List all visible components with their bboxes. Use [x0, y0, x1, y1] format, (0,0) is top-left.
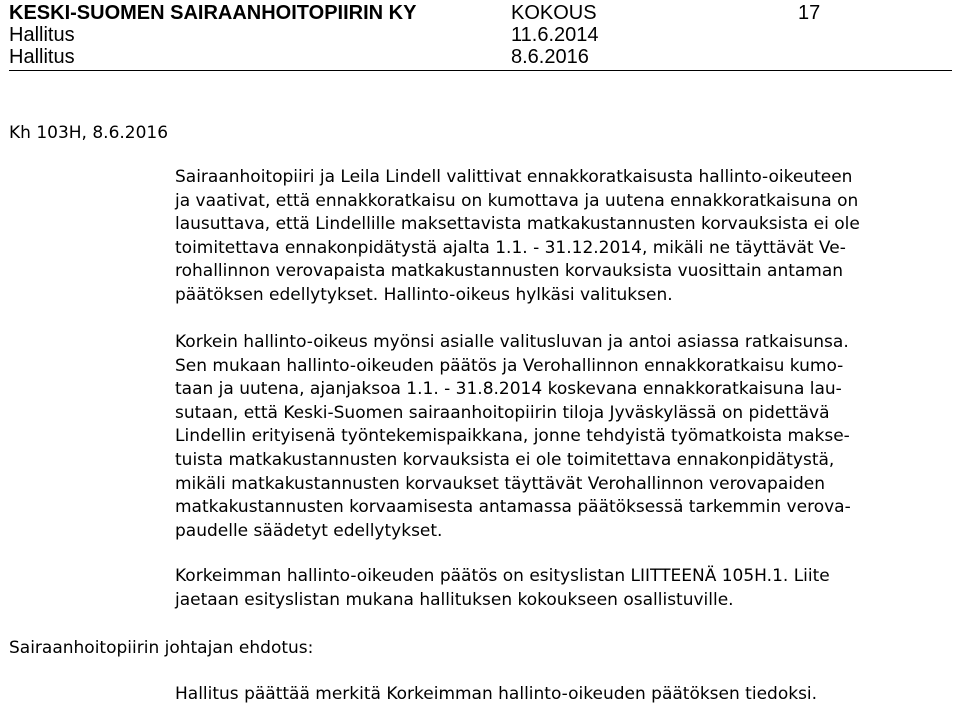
- paragraph-line: Lindellin erityisenä työntekemispaikkana, jonne tehdyistä työmatkoista makse-: [175, 426, 850, 447]
- meeting-date: 11.6.2014: [511, 24, 599, 46]
- meeting-body: Hallitus: [9, 24, 75, 46]
- paragraph-line: matkakustannusten korvaamisesta antamassa päätöksessä tarkemmin verova-: [175, 497, 851, 518]
- header-divider: [9, 70, 952, 71]
- paragraph-line: mikäli matkakustannusten korvaukset täyttävät Verohallinnon verovapaiden: [175, 473, 826, 494]
- page-number: 17: [798, 2, 821, 24]
- meeting-body: Hallitus: [9, 46, 75, 68]
- body-paragraph: [175, 565, 960, 612]
- paragraph-line: Sen mukaan hallinto-oikeuden päätös ja Verohallinnon ennakkoratkaisu kumo-: [175, 355, 844, 376]
- paragraph-line: sutaan, että Keski-Suomen sairaanhoitopiirin tiloja Jyväskylässä on pidettävä: [175, 402, 830, 423]
- paragraph-line: toimitettava ennakonpidätystä ajalta 1.1. - 31.12.2014, mikäli ne täyttävät Ve-: [175, 237, 846, 258]
- body-paragraph: [175, 331, 960, 543]
- proposal-text: [175, 683, 960, 707]
- paragraph-line: lausuttava, että Lindellille maksettavista matkakustannusten korvauksista ei ole: [175, 214, 860, 235]
- paragraph-line: paudelle säädetyt edellytykset.: [175, 520, 443, 541]
- paragraph-line: jaetaan esityslistan mukana hallituksen kokoukseen osallistuville.: [175, 589, 734, 610]
- paragraph-line: Hallitus päättää merkitä Korkeimman hallinto-oikeuden päätöksen tiedoksi.: [175, 684, 818, 704]
- paragraph-line: päätöksen edellytykset. Hallinto-oikeus hylkäsi valituksen.: [175, 284, 673, 305]
- paragraph-line: Sairaanhoitopiiri ja Leila Lindell valittivat ennakkoratkaisusta hallinto-oikeuteen: [175, 167, 853, 187]
- paragraph-line: Korkeimman hallinto-oikeuden päätös on esityslistan LIITTEENÄ 105H.1. Liite: [175, 566, 830, 586]
- paragraph-line: taan ja uutena, ajanjaksoa 1.1. - 31.8.2014 koskevana ennakkoratkaisuna lau-: [175, 379, 842, 400]
- paragraph-line: tuista matkakustannusten korvauksista ei ole toimitettava ennakonpidätystä,: [175, 449, 835, 470]
- body-paragraph: [175, 166, 960, 308]
- document-type: KOKOUS: [511, 2, 597, 24]
- section-reference: Kh 103H, 8.6.2016: [9, 123, 169, 143]
- paragraph-line: rohallinnon verovapaista matkakustannusten korvauksista vuosittain antaman: [175, 261, 844, 282]
- paragraph-line: Korkein hallinto-oikeus myönsi asialle valitusluvan ja antoi asiassa ratkaisunsa.: [175, 332, 849, 352]
- paragraph-line: ja vaativat, että ennakkoratkaisu on kumottava ja uutena ennakkoratkaisuna on: [175, 190, 859, 211]
- organization-name: KESKI-SUOMEN SAIRAANHOITOPIIRIN KY: [9, 2, 417, 24]
- proposal-label: Sairaanhoitopiirin johtajan ehdotus:: [9, 638, 314, 658]
- meeting-date: 8.6.2016: [511, 46, 589, 68]
